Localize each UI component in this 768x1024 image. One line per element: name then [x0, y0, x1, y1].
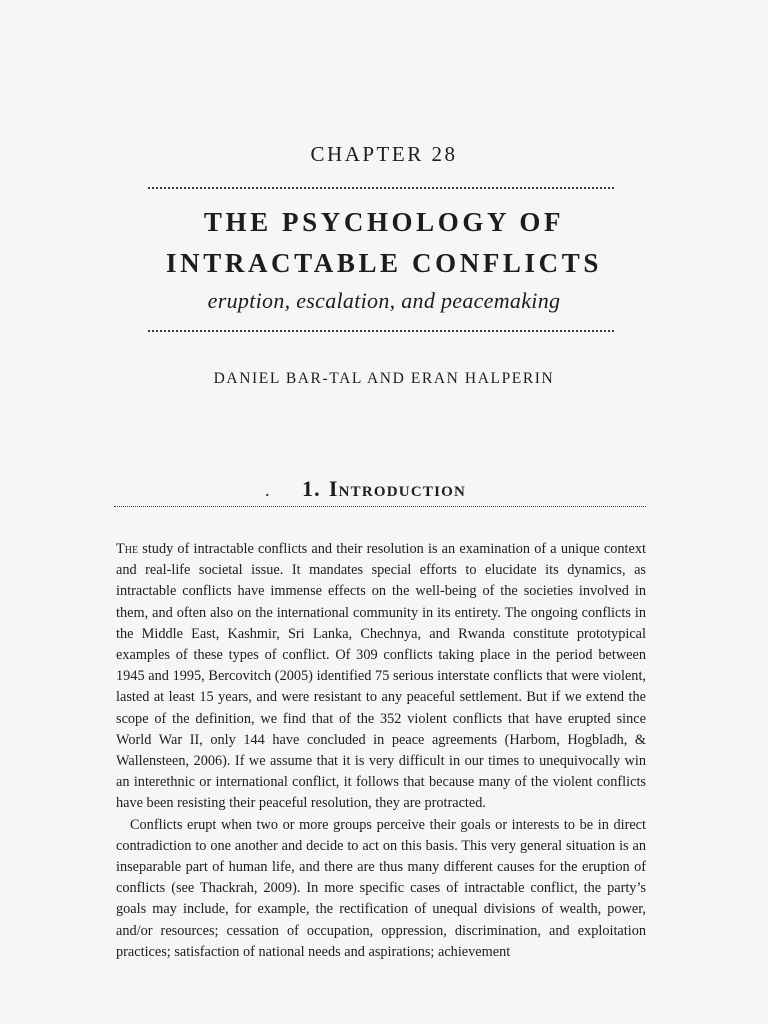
bottom-dotted-rule [148, 330, 614, 332]
chapter-title-line-2: INTRACTABLE CONFLICTS [166, 248, 602, 278]
paragraph-1 [116, 539, 646, 815]
section-title: Introduction [328, 476, 467, 501]
section-dotted-rule [114, 506, 646, 507]
stray-mark: . [265, 480, 270, 500]
paragraph-lead-in: The [116, 541, 139, 557]
paragraph-1-text: study of intractable conflicts and their resolution is an examination of a unique context and real-life societal issue. It mandates special efforts to elucidate its dynamics, as intractable conflicts have immense effects on the well-being of the societies involved in them, and often also on the international community in its entirety. The ongoing conflicts in the Middle East, Kashmir, Sri Lanka, Chechnya, and Rwanda constitute prototypical examples of these types of conflict. Of 309 conflicts taking place in the period between 1945 and 1995, Bercovitch (2005) identified 75 serious interstate conflicts that were violent, lasted at least 15 years, and were resistant to any peaceful settlement. But if we extend the scope of the definition, we find that of the 352 violent conflicts that have erupted since World War II, only 144 have concluded in peace agreements (Harbom, Hogbladh, & Wallensteen, 2006). If we assume that it is very difficult in our times to unequivocally win an interethnic or international conflict, it follows that because many of the violent conflicts have been resisting their peaceful resolution, they are protracted. [116, 541, 646, 812]
section-number: 1. [301, 476, 321, 501]
authors-line: DANIEL BAR-TAL AND ERAN HALPERIN [213, 370, 555, 387]
body-text [116, 539, 646, 963]
chapter-subtitle: eruption, escalation, and peacemaking [207, 288, 561, 313]
section-heading [0, 476, 768, 502]
chapter-title-line-1: THE PSYCHOLOGY OF [203, 207, 565, 237]
paragraph-2: Conflicts erupt when two or more groups perceive their goals or interests to be in direct contradiction to one another and decide to act on this basis. This very general situation is an inseparable part of human life, and there are thus many different causes for the eruption of conflicts (see Thackrah, 2009). In more specific cases of intractable conflict, the party’s goals may include, for example, the rectification of unequal divisions of wealth, power, and/or resources; cessation of occupation, oppression, discrimination, and exploitation practices; satisfaction of national needs and aspirations; achievement [116, 816, 646, 960]
chapter-label: CHAPTER 28 [310, 142, 458, 166]
top-dotted-rule [148, 187, 614, 189]
